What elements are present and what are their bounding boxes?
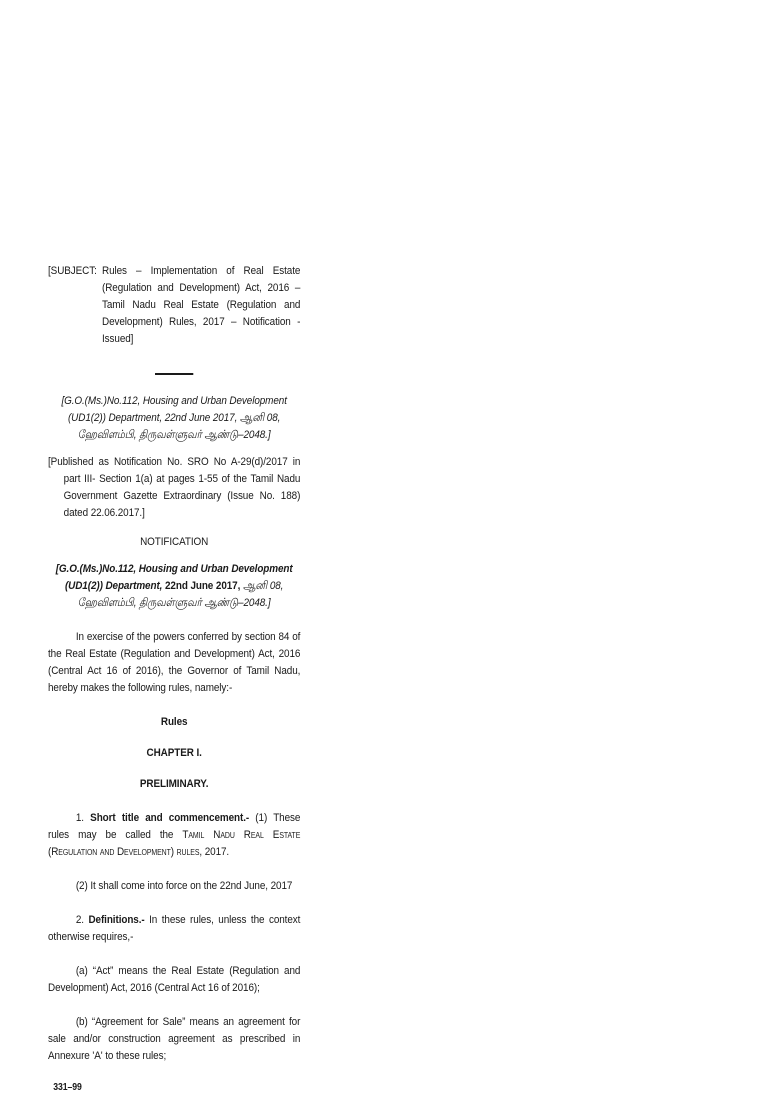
go-reference-tamil-date: ஆனி 08, ஹேவிளம்பி, திருவள்ளுவர் ஆண்டு–2048.] — [77, 580, 284, 609]
rule-1-sub-2: (2) It shall come into force on the 22nd June, 2017 — [75, 880, 293, 892]
subject-block — [48, 263, 300, 348]
go-reference-bold-part1: [G.O.(Ms.)No.112, Housing and Urban Development (UD1(2)) Department, — [55, 563, 293, 592]
subject-label: [SUBJECT: — [48, 265, 97, 277]
notification-heading: NOTIFICATION — [140, 536, 209, 548]
page-number: 331–99 — [53, 1082, 82, 1093]
separator-rule — [155, 373, 193, 375]
text-column — [48, 263, 300, 1096]
preliminary-heading: PRELIMINARY. — [139, 778, 209, 790]
rule-2-clause-a: (a) “Act” means the Real Estate (Regulation and Development) Act, 2016 (Central Act 16 of 2016); — [48, 965, 301, 994]
rule-1-number: 1. — [75, 812, 84, 824]
go-reference-bold — [48, 561, 300, 612]
publication-note: [Published as Notification No. SRO No A-29(d)/2017 in part III- Section 1(a) at pages 1-55 of the Tamil Nadu Government Gazette Extraordinary (Issue No. 188) dated 22.06.2017.] — [48, 456, 301, 519]
chapter-heading: CHAPTER I. — [146, 747, 202, 759]
rule-1-tail: , 2017. — [199, 846, 230, 858]
rule-1 — [48, 810, 300, 861]
go-reference-bold-date: 22nd June 2017, — [165, 580, 241, 592]
rule-1-title: Short title and commencement.- — [90, 812, 250, 824]
go-reference: [G.O.(Ms.)No.112, Housing and Urban Development (UD1(2)) Department, 22nd June 2017, ஆனி 08, ஹேவிளம்பி, திருவள்ளுவர் ஆண்டு–2048.] — [61, 395, 287, 441]
rule-1-short-title: Tamil Nadu Real Estate (Regulation and Development) rules — [48, 829, 301, 858]
rule-2-clause-b: (b) “Agreement for Sale” means an agreement for sale and/or construction agreement as prescribed in Annexure 'A' to these rules; — [48, 1016, 301, 1062]
rule-2-text: In these rules, unless the context otherwise requires,- — [48, 914, 301, 943]
rule-2-title: Definitions.- — [88, 914, 145, 926]
subject-text: Rules – Implementation of Real Estate (Regulation and Development) Act, 2016 – Tamil Nadu Real Estate (Regulation and Development) Rules, 2017 – Notification - Issued] — [102, 265, 301, 345]
rule-2 — [48, 912, 300, 946]
rule-2-number: 2. — [75, 914, 84, 926]
rule-1-text: (1) These rules may be called the — [48, 812, 301, 841]
rules-heading: Rules — [160, 716, 188, 728]
preamble-paragraph: In exercise of the powers conferred by section 84 of the Real Estate (Regulation and Development) Act, 2016 (Central Act 16 of 2016), the Governor of Tamil Nadu, hereby makes the following rules, namely:- — [48, 631, 301, 694]
